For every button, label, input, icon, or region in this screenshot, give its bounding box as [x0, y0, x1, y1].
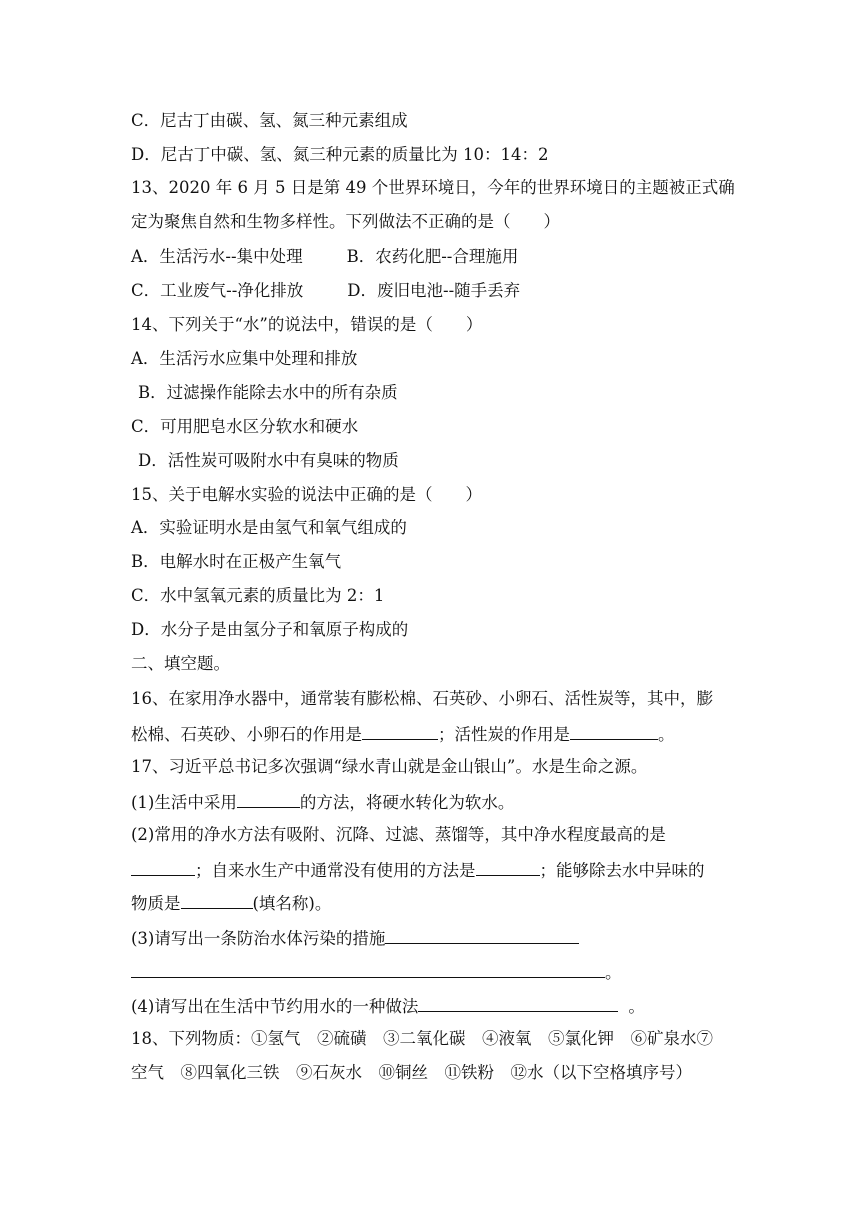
section-heading	[131, 652, 230, 676]
question-18-stem-cont	[131, 1061, 692, 1085]
question-13-options-ab	[131, 245, 518, 269]
option-15d	[131, 618, 408, 642]
option-13c: C．工业废气--净化排放	[131, 281, 304, 300]
option-13a: A．生活污水--集中处理	[131, 247, 303, 266]
line-text: 。	[658, 725, 675, 744]
answer-blank[interactable]	[418, 993, 618, 1012]
line-text: 松棉、石英砂、小卵石的作用是	[131, 725, 362, 744]
question-15-stem	[131, 483, 482, 507]
line-text: B．电解水时在正极产生氧气	[131, 552, 342, 571]
line-text: 18、下列物质：①氢气 ②硫磺 ③二氧化碳 ④液氧 ⑤氯化钾 ⑥矿泉水⑦	[131, 1029, 713, 1048]
line-text: D．尼古丁中碳、氢、氮三种元素的质量比为 10：14：2	[131, 145, 549, 164]
option-15c	[131, 584, 384, 608]
question-17-part-2	[131, 823, 666, 847]
question-17-part-4	[131, 993, 645, 1017]
line-text: (填名称)。	[252, 894, 332, 913]
question-13-stem	[131, 176, 735, 200]
line-text: (4)请写出在生活中节约用水的一种做法	[131, 997, 419, 1016]
option-14c	[131, 415, 358, 439]
line-text: 。	[605, 963, 622, 982]
answer-blank[interactable]	[476, 857, 540, 876]
question-16-stem	[131, 687, 713, 711]
line-text: D．水分子是由氢分子和氧原子构成的	[131, 620, 409, 639]
question-17-stem	[131, 755, 647, 779]
option-14a	[131, 347, 357, 371]
question-17-part-1	[131, 789, 514, 813]
line-text: 13、2020 年 6 月 5 日是第 49 个世界环境日，今年的世界环境日的主题被正式确	[131, 178, 735, 197]
option-14d	[138, 449, 399, 473]
line-text: A．生活污水应集中处理和排放	[131, 349, 358, 368]
question-13-stem-cont	[131, 210, 560, 234]
question-13-options-cd	[131, 279, 520, 303]
answer-blank[interactable]	[362, 721, 438, 740]
option-15b	[131, 550, 341, 574]
line-text: D．活性炭可吸附水中有臭味的物质	[138, 451, 399, 470]
line-text: 15、关于电解水实验的说法中正确的是（ ）	[131, 485, 482, 504]
line-text: A．实验证明水是由氢气和氧气组成的	[131, 518, 407, 537]
line-text: 的方法，将硬水转化为软水。	[299, 793, 515, 812]
answer-blank[interactable]	[237, 789, 300, 808]
line-text: ；能够除去水中异味的	[539, 861, 705, 880]
option-13d: D．废旧电池--随手丢弃	[347, 281, 521, 300]
line-text: C．尼古丁由碳、氢、氮三种元素组成	[131, 111, 408, 130]
line-text: 17、习近平总书记多次强调“绿水青山就是金山银山”。水是生命之源。	[131, 757, 648, 776]
line-text: (3)请写出一条防治水体污染的措施	[131, 929, 386, 948]
answer-blank[interactable]	[570, 721, 658, 740]
option-12d	[131, 143, 548, 167]
line-text: 物质是	[131, 894, 181, 913]
question-17-part-3-cont	[131, 959, 622, 983]
answer-blank[interactable]	[181, 890, 253, 909]
option-13b: B．农药化肥--合理施用	[346, 247, 519, 266]
line-text: (2)常用的净水方法有吸附、沉降、过滤、蒸馏等，其中净水程度最高的是	[131, 825, 666, 844]
option-13c-prev	[131, 109, 408, 133]
option-14b	[138, 381, 398, 405]
line-text: ；自来水生产中通常没有使用的方法是	[195, 861, 476, 880]
answer-blank[interactable]	[385, 925, 579, 944]
option-15a	[131, 516, 407, 540]
line-text: B．过滤操作能除去水中的所有杂质	[138, 383, 398, 402]
line-text: 。	[628, 997, 645, 1016]
question-17-part-2-blanks	[131, 857, 705, 881]
line-text: C．水中氢氧元素的质量比为 2：1	[131, 586, 385, 605]
question-18-stem	[131, 1027, 713, 1051]
question-16-blanks	[131, 721, 675, 745]
line-text: (1)生活中采用	[131, 793, 237, 812]
question-17-part-3	[131, 925, 579, 949]
line-text: C．可用肥皂水区分软水和硬水	[131, 417, 359, 436]
answer-blank[interactable]	[131, 959, 605, 978]
line-text: ；活性炭的作用是	[438, 725, 570, 744]
line-text: 空气 ⑧四氧化三铁 ⑨石灰水 ⑩铜丝 ⑪铁粉 ⑫水（以下空格填序号）	[131, 1063, 692, 1082]
line-text: 定为聚焦自然和生物多样性。下列做法不正确的是（ ）	[131, 212, 560, 231]
question-14-stem	[131, 313, 482, 337]
line-text: 二、填空题。	[131, 654, 230, 673]
answer-blank[interactable]	[131, 857, 195, 876]
line-text: 16、在家用净水器中，通常装有膨松棉、石英砂、小卵石、活性炭等，其中，膨	[131, 689, 713, 708]
question-17-part-2-cont	[131, 890, 331, 914]
line-text: 14、下列关于“水”的说法中，错误的是（ ）	[131, 315, 483, 334]
